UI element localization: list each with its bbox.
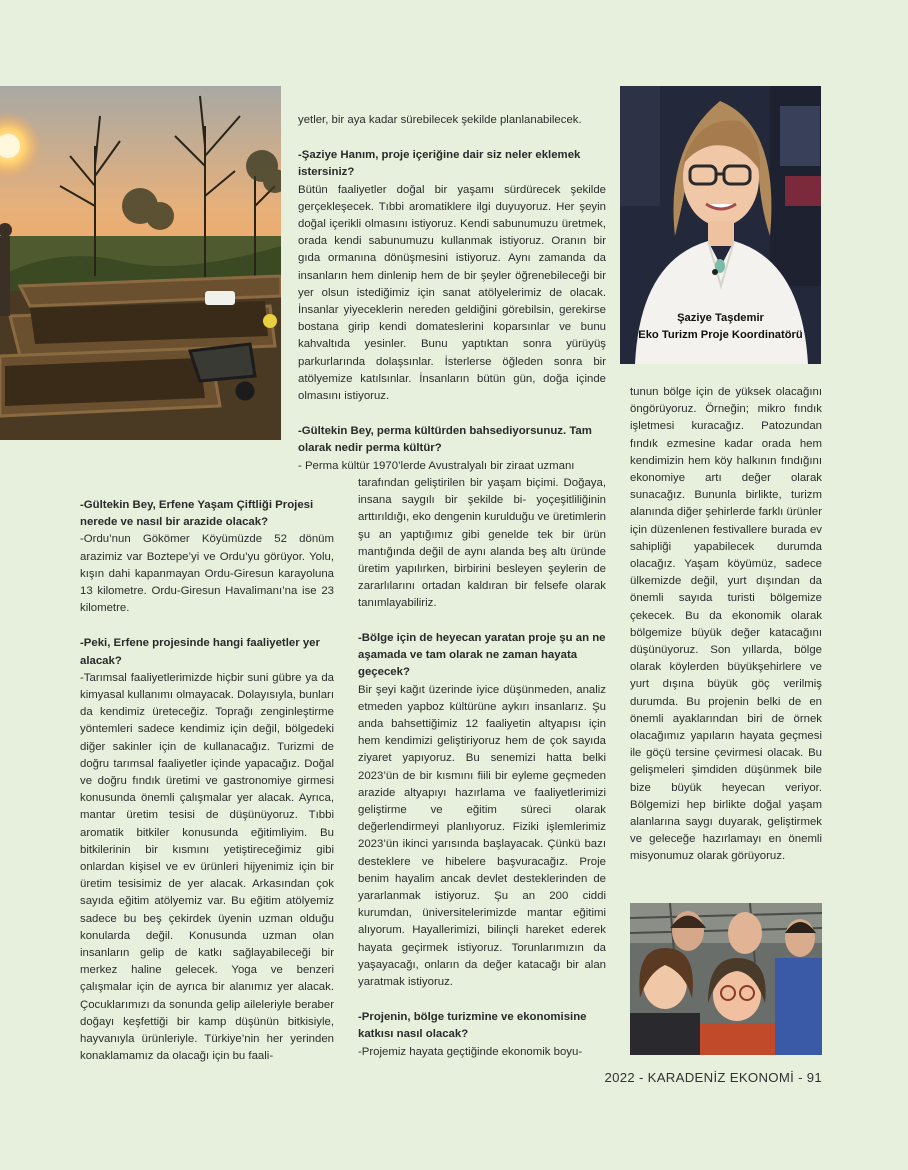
column-middle [358,630,606,1061]
answer-permaculture-rest: tarafından geliştirilen bir yaşam biçimi. Doğaya, insana saygılı bir şekilde bi- yoçeşitliliğinin arttırıldığı, eko dengenin kurulduğu ve üretimlerin şu an yaptığımız gibi genelde tek bir ürün mantığında değil de aynı alanda beş altı üründe üretim yapılırken, birbirini besleyen şeylerin de zararlılarını ortadan kaldıran bir felsefe olarak tanımlayabiliriz. [358,477,606,610]
column-left [80,497,334,1066]
question-saziye-project: -Şaziye Hanım, proje içeriğine dair siz neler eklemek istersiniz? [298,149,581,179]
portrait-caption [620,310,821,344]
portrait-name: Şaziye Taşdemir [677,312,764,324]
answer-permaculture-first-line: - Perma kültür 1970’lerde Avustralyalı bir ziraat uzmanı [298,459,575,472]
answer-activities: -Tarımsal faaliyetlerimizde hiçbir suni gübre ya da kimyasal kullanımı olmayacak. Dolayısıyla, bunları da kendimiz üreteceğiz. Toprağı zenginleştirme yöntemleri sadece kendimiz için değil, bölgedeki diğer sakinler için de kullanacağız. Turizmi de doğru tarımsal faaliyetler içinde yapacağız. Doğal ve doğru fındık üretimi ve gastronomiye girmesi konusunda önemli çalışmalar yer alacak. Ayrıca, mantar üretim tesisi de düşünüyoruz. Tıbbi aromatik bitkiler konusunda eğitimliyim. Bu bitkilerinin bir kısmını yetiştireceğimiz gibi onlardan kişisel ve ev ürünleri hijyenimiz için bir üretim tesisimiz de yer alacak. Arkasından çok sayıda eğitim atölyemiz var. Bu eğitim atölyemiz sadece bu beş çekirdek üyenin uzman olduğu konularda değil. Konusunda uzman olan insanların gelip de katkı sağlayabileceği bir merkez haline gelecek. Yoga ve benzeri çalışmalar için de ayrıca bir alanımız yer alacak. Çocuklarımızı da sonunda gelip aileleriyle beraber doğayı keşfettiği bir kamp düşünün bitkisiyle, hayvanıyla ürünleriyle. Türkiye’nin her yerinden konaklamamız da olacağı için bu faali- [80,671,334,1063]
answer-project-stage: Bir şeyi kağıt üzerinde iyice düşünmeden, analiz etmeden yapboz kültürüne aykırı insanlarız. Şu anda bahsettiğimiz 12 faaliyetin altyapısı için hem kendimizi geliştiriyoruz hem de çok sayıda ziyaret yapıyoruz. Bu senemizi hatta belki 2023’ün de bir kısmını fiili bir eyleme geçmeden arazide altyapıyı hazırlama ve faaliyetlerimizi geliştirme ve eğitim süreci olarak değerlendirmeyi planlıyoruz. Fiziki işlemlerimiz 2023’ün ikinci yarısında başlayacak. Çünkü bazı desteklere ve hibelere başvuracağız. Proje benim hayalim ancak devlet desteklerinden de yararlanmak istiyoruz. Şu an 200 ciddi kurumdan, üniversitelerimizde mantar eğitimi alıyorum. Hayallerimizi, bilinçli hareket ederek hayata geçirmek istiyoruz. Torunlarımızın da yaşayacağı, onların da değer katacağı bir alan yaratmak istiyoruz. [358,683,606,989]
column-top-middle [298,112,606,475]
answer-economy-start: -Projemiz hayata geçtiğinde ekonomik boyu- [358,1045,583,1058]
answer-farm-location: -Ordu’nun Gökömer Köyümüzde 52 dönüm arazimiz var Boztepe’yi ve Ordu’yu görüyor. Yolu, kışın dahi kapanmayan Ordu-Giresun karayoluna 13 kilometre. Ordu-Giresun Havalimanı’na ise 23 kilometre. [80,533,334,615]
question-farm-location: -Gültekin Bey, Erfene Yaşam Çiftliği Projesi nerede ve nasıl bir arazide olacak? [80,499,314,529]
group-photo-illustration [630,903,822,1055]
answer-economy-continued: tunun bölge için de yüksek olacağını öngörüyoruz. Örneğin; mikro fındık işletmesi kuracağız. Patozundan fındık ezmesine kadar orada hem kendimizin hem köy halkının fındığını ekonomiye artı değer olarak sunacağız. Bununla birlikte, turizm alanında diğer şehirlerde farklı ürünler için düzenlenen festivallere burada ev sahipliği yapabilecek durumda olacağız. Yaşam köyümüz, sadece ülkemizde değil, yurt dışından da önemli sayıda turisti bölgemize çekecek. Bu da ekonomik olarak bölgemize büyük değer katacağını düşünüyoruz. Son yıllarda, bölge olarak köylerden büyükşehirlere ve yurt dışına büyük göç verilmiş durumda. Bu projenin belki de en önemli ayaklarından biri de örnek olacağımız yapıların hayata geçmesi ile göçü tersine çevirmesi olacak. Bu gelişmeleri şimdiden düşünmek bile bize büyük heyecan veriyor. Bölgemizi hep birlikte doğal yaşam alanlarına saygı duyarak, geliştirmek ve geleceğe hazırlamayı en önemli misyonumuz olarak görüyoruz. [630,386,822,863]
question-economy: -Projenin, bölge turizmine ve ekonomisine katkısı nasıl olacak? [358,1011,587,1041]
question-permaculture: -Gültekin Bey, perma kültürden bahsediyorsunuz. Tam olarak nedir perma kültür? [298,425,592,455]
farm-sunset-photo [0,86,281,440]
question-activities: -Peki, Erfene projesinde hangi faaliyetler yer alacak? [80,637,320,667]
farm-sunset-illustration [0,86,281,440]
question-project-stage: -Bölge için de heyecan yaratan proje şu an ne aşamada ve tam olarak ne zaman hayata geçecek? [358,632,606,679]
answer-saziye-project: Bütün faaliyetler doğal bir yaşamı sürdürecek şekilde gerçekleşecek. Tıbbi aromatiklere ilgi duyuyoruz. Her şeyin doğal içerikli olmasını istiyoruz. Kendi sabunumuzu üretmek, orada kendi sabunumuzu kullanmak istiyoruz. Oranın bir gıda ormanına dönüşmesini istiyoruz. Aynı zamanda da insanların hem dinlenip hem de bir şeyler öğrenebileceği bir yer olsun istediğimiz için sanat atölyelerimiz de olacak. İnsanlar yiyeceklerin nereden geldiğini görebilsin, gerekirse bostana girip kendi domateslerini koparsınlar ve bunu kahvaltıda yesinler. Bunu yaptıktan sonra yürüyüş parkurlarında dolaşsınlar. İsterlerse öğleden sonra bir atölyemize katılsınlar. İnsanların bütün gün, doğa içinde olmasını istiyoruz. [298,183,606,403]
portrait-title: Eko Turizm Proje Koordinatörü [638,329,803,341]
column-permaculture-continued [358,475,606,613]
portrait-photo [620,86,821,364]
paragraph-continuation: yetler, bir aya kadar sürebilecek şekilde planlanabilecek. [298,114,582,126]
column-right [630,384,822,866]
page-footer: 2022 - KARADENİZ EKONOMİ - 91 [604,1070,822,1085]
group-photo [630,903,822,1055]
